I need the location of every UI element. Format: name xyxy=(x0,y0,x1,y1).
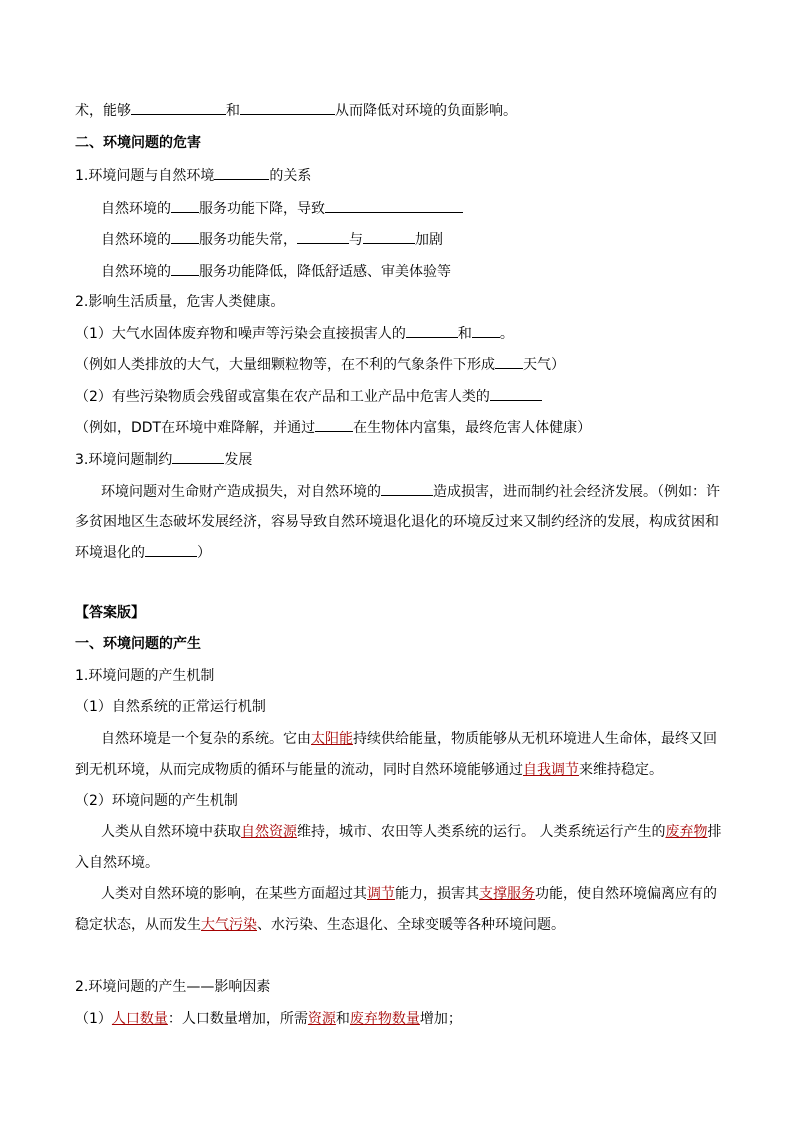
fill-blank[interactable] xyxy=(297,229,349,244)
fill-blank[interactable] xyxy=(171,198,199,213)
fill-blank[interactable] xyxy=(315,417,353,432)
answer-item1-p2: （2）环境问题的产生机制 xyxy=(75,793,238,809)
item1-sub2: 自然环境的 服务功能失常， 与 加剧 xyxy=(101,229,443,250)
answer-text: 太阳能 xyxy=(311,731,353,747)
section2-heading: 二、环境问题的危害 xyxy=(75,135,201,151)
answer-p2-line1: 人类从自然环境中获取自然资源维持，城市、农田等人类系统的运行。 人类系统运行产生的废弃物排 xyxy=(101,824,722,840)
item3-title: 3.环境问题制约 发展 xyxy=(75,449,252,470)
answer-p2-line3: 人类对自然环境的影响，在某些方面超过其调节能力，损害其支撑服务功能，使自然环境偏离应有的 xyxy=(101,886,717,902)
item1-sub1: 自然环境的 服务功能下降，导致 xyxy=(101,198,463,219)
item2-p2-note: （例如，DDT在环境中难降解，并通过 在生物体内富集，最终危害人体健康） xyxy=(75,417,591,438)
fill-blank[interactable] xyxy=(171,261,199,276)
answer-text: 自然资源 xyxy=(241,824,297,840)
item1-title: 1.环境问题与自然环境 的关系 xyxy=(75,165,311,186)
item1-sub3: 自然环境的 服务功能降低，降低舒适感、审美体验等 xyxy=(101,261,451,282)
answer-text: 废弃物 xyxy=(665,824,708,840)
fill-blank[interactable] xyxy=(490,386,542,401)
answer-item1-p1: （1）自然系统的正常运行机制 xyxy=(75,699,266,715)
item2-p1: （1）大气水固体废弃物和噪声等污染会直接损害人的 和 。 xyxy=(75,323,514,344)
answer-text: 人口数量 xyxy=(111,1011,168,1027)
answer-text: 调节 xyxy=(367,886,395,902)
fill-blank[interactable] xyxy=(214,165,269,180)
answer-text: 大气污染 xyxy=(201,917,257,933)
fill-blank[interactable] xyxy=(472,323,500,338)
fill-blank[interactable] xyxy=(381,481,433,496)
section1-heading: 一、环境问题的产生 xyxy=(75,636,201,652)
answer-p1-line2: 到无机环境，从而完成物质的循环与能量的流动，同时自然环境能够通过自我调节来维持稳定。 xyxy=(75,762,663,778)
item3-para-line1: 环境问题对生命财产造成损失，对自然环境的 造成损害，进而制约社会经济发展。（例如：许 xyxy=(101,481,720,502)
answer-p2-line4: 稳定状态，从而发生大气污染、水污染、生态退化、全球变暖等各种环境问题。 xyxy=(75,917,565,933)
fill-blank[interactable] xyxy=(171,229,199,244)
item3-para-line2: 多贫困地区生态破坏发展经济，容易导致自然环境退化退化的环境反过来又制约经济的发展，构成贫困和 xyxy=(75,514,719,530)
fill-blank[interactable] xyxy=(131,100,226,115)
answer-p1-line1: 自然环境是一个复杂的系统。它由太阳能持续供给能量，物质能够从无机环境进人生命体，最终又回 xyxy=(101,731,717,747)
item2-title: 2.影响生活质量，危害人类健康。 xyxy=(75,294,285,310)
fill-blank[interactable] xyxy=(325,198,463,213)
item2-p2: （2）有些污染物质会残留或富集在农产品和工业产品中危害人类的 xyxy=(75,386,542,407)
fill-blank[interactable] xyxy=(145,542,197,557)
fill-blank[interactable] xyxy=(363,229,415,244)
answer-text: 支撑服务 xyxy=(479,886,535,902)
item2-p1-note: （例如人类排放的大气，大量细颗粒物等，在不利的气象条件下形成 天气） xyxy=(75,354,565,375)
fill-blank[interactable] xyxy=(495,354,523,369)
answer-p2-line2: 入自然环境。 xyxy=(75,855,159,871)
answer-text: 资源 xyxy=(307,1011,336,1027)
answer-text: 自我调节 xyxy=(523,762,579,778)
fill-blank[interactable] xyxy=(172,449,224,464)
answer-item2-title: 2.环境问题的产生——影响因素 xyxy=(75,979,271,995)
fill-blank[interactable] xyxy=(240,100,335,115)
answer-item1-title: 1.环境问题的产生机制 xyxy=(75,668,215,684)
answer-text: 废弃物数量 xyxy=(349,1011,420,1027)
fill-blank[interactable] xyxy=(406,323,458,338)
item3-para-line3: 环境退化的 ） xyxy=(75,542,211,563)
intro-line: 术，能够 和 从而降低对环境的负面影响。 xyxy=(75,100,517,121)
answer-item2-p1: （1）人口数量：人口数量增加，所需资源和废弃物数量增加； xyxy=(75,1011,462,1027)
answer-label: 【答案版】 xyxy=(75,605,145,621)
